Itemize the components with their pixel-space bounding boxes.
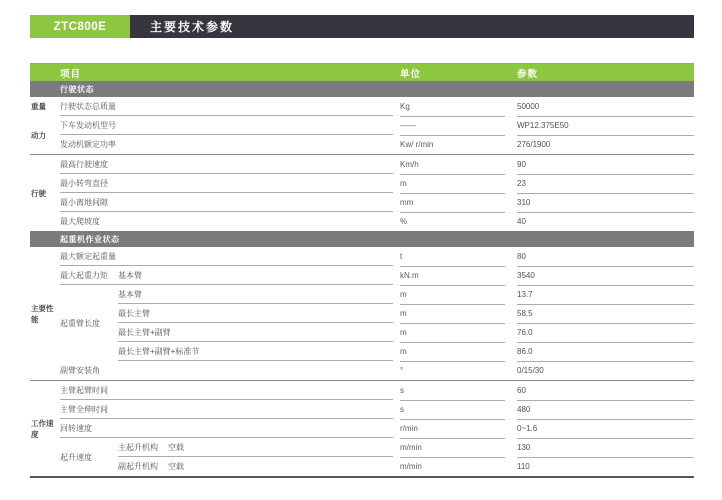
group-rows [60, 97, 694, 116]
table-row [60, 247, 694, 266]
row-value: 310 [517, 193, 694, 213]
subgroup [60, 438, 694, 476]
group-label: 动力 [31, 130, 46, 140]
row-label: 最大爬坡度 [60, 217, 100, 226]
group-rows [60, 381, 694, 476]
section-header: 起重机作业状态 [30, 231, 694, 247]
row-value: 76.0 [517, 323, 694, 343]
row-label: 最长主臂 [118, 308, 150, 318]
row-unit: m/min [400, 462, 422, 471]
row-unit: s [400, 381, 505, 401]
page-title: 主要技术参数 [130, 15, 694, 38]
row-value: 40 [517, 217, 526, 226]
table-row [60, 97, 694, 116]
row-value: 80 [517, 247, 694, 267]
table-row [60, 361, 694, 380]
row-unit: s [400, 400, 505, 420]
subgroup-rows [118, 285, 694, 361]
row-unit: m [400, 304, 505, 324]
section-header: 行驶状态 [30, 81, 694, 97]
row-label-zone [60, 193, 393, 212]
row-label-zone [60, 381, 393, 400]
table-row [118, 304, 694, 323]
row-label: 基本臂 [118, 289, 142, 299]
table-row [60, 419, 694, 438]
row-label: 副起升机构 [118, 462, 158, 471]
row-unit: mm [400, 193, 505, 213]
spec-table [30, 63, 694, 478]
col-item: 项目 [60, 68, 82, 80]
subgroup-label: 起升速度 [60, 452, 92, 462]
row-label: 发动机额定功率 [60, 140, 116, 149]
table-row [60, 135, 694, 154]
row-label: 最小离地间隙 [60, 197, 108, 207]
row-unit: m [400, 342, 505, 362]
spec-group [30, 381, 694, 478]
row-label-zone [60, 174, 393, 193]
row-unit: r/min [400, 419, 505, 439]
subgroup-rows [118, 438, 694, 476]
row-value: 86.0 [517, 342, 694, 362]
table-row [60, 266, 694, 285]
row-label-zone [60, 266, 393, 285]
row-label: 最大起重力矩 [60, 270, 108, 280]
group-label: 工作速度 [31, 418, 54, 439]
row-unit: kN.m [400, 266, 505, 286]
spec-group [30, 155, 694, 231]
table-row [118, 285, 694, 304]
group-rows [60, 155, 694, 231]
row-value: 0~1.6 [517, 419, 694, 439]
subgroup-label: 起重臂长度 [60, 318, 100, 328]
row-value: 58.5 [517, 304, 694, 324]
row-unit: Km/h [400, 155, 505, 175]
table-row [60, 381, 694, 400]
row-label-zone [60, 361, 393, 380]
spec-group [30, 97, 694, 116]
table-row [60, 400, 694, 419]
table-row [60, 174, 694, 193]
table-row [118, 342, 694, 361]
row-value: 0/15/30 [517, 366, 544, 375]
row-unit: Kw/ r/min [400, 140, 434, 149]
row-label: 最大额定起重量 [60, 251, 116, 261]
table-row [60, 193, 694, 212]
table-row [60, 155, 694, 174]
row-label: 最长主臂+副臂+标准节 [118, 346, 200, 356]
row-label-zone [60, 212, 393, 231]
row-value: 130 [517, 438, 694, 458]
row-label-zone [60, 116, 393, 135]
group-label: 重量 [31, 102, 46, 111]
row-label: 最小转弯直径 [60, 178, 108, 188]
row-unit: m [400, 285, 505, 305]
row-label: 最高行驶速度 [60, 159, 108, 169]
table-row [60, 212, 694, 231]
row-value: WP12.375E50 [517, 116, 694, 136]
row-label: 下车发动机型号 [60, 120, 116, 130]
row-value: 110 [517, 462, 530, 471]
row-label-zone [60, 155, 393, 174]
row-unit: ° [400, 366, 404, 375]
row-label: 行驶状态总质量 [60, 101, 116, 111]
table-row [118, 438, 694, 457]
row-label-zone [60, 97, 393, 116]
row-unit: m [400, 323, 505, 343]
row-label-zone [118, 285, 393, 304]
row-label: 副臂安装角 [60, 366, 100, 375]
row-label-zone [118, 342, 393, 361]
row-unit: t [400, 247, 505, 267]
row-label-zone [60, 400, 393, 419]
col-param: 参数 [517, 68, 539, 80]
group-rows [60, 116, 694, 154]
subgroup [60, 285, 694, 361]
row-label: 主臂起臂时间 [60, 385, 108, 395]
group-rows [60, 247, 694, 380]
row-label: 最长主臂+副臂 [118, 327, 171, 337]
table-row [60, 116, 694, 135]
table-row [118, 323, 694, 342]
row-label-zone [60, 247, 393, 266]
row-label-zone [118, 304, 393, 323]
row-value: 13.7 [517, 285, 694, 305]
row-value: 480 [517, 400, 694, 420]
row-label-zone [118, 323, 393, 342]
table-body [30, 81, 694, 478]
row-sublabel: 空载 [168, 462, 184, 471]
row-sublabel: 空载 [168, 442, 184, 452]
group-label: 行驶 [31, 188, 46, 198]
row-unit: m [400, 174, 505, 194]
row-sublabel: 基本臂 [118, 270, 142, 280]
row-value: 3540 [517, 266, 694, 286]
row-value: 90 [517, 155, 694, 175]
row-value: 23 [517, 174, 694, 194]
row-label-zone [60, 419, 393, 438]
row-label: 回转速度 [60, 423, 92, 433]
spec-group [30, 247, 694, 381]
col-unit: 单位 [400, 68, 422, 80]
model-badge: ZTC800E [30, 15, 130, 38]
row-value: 50000 [517, 97, 694, 117]
group-label: 主要性能 [31, 303, 54, 324]
row-unit: —— [400, 116, 505, 136]
row-unit: Kg [400, 97, 505, 117]
row-value: 60 [517, 381, 694, 401]
row-label-zone [118, 457, 393, 476]
row-unit: m/min [400, 438, 505, 458]
row-label: 主起升机构 [118, 442, 158, 452]
table-row [118, 457, 694, 476]
spec-group [30, 116, 694, 155]
row-label: 主臂全伸时间 [60, 404, 108, 414]
table-header [30, 63, 694, 81]
row-unit: % [400, 217, 408, 226]
row-label-zone [60, 135, 393, 154]
row-label-zone [118, 438, 393, 457]
row-value: 276/1900 [517, 140, 551, 149]
